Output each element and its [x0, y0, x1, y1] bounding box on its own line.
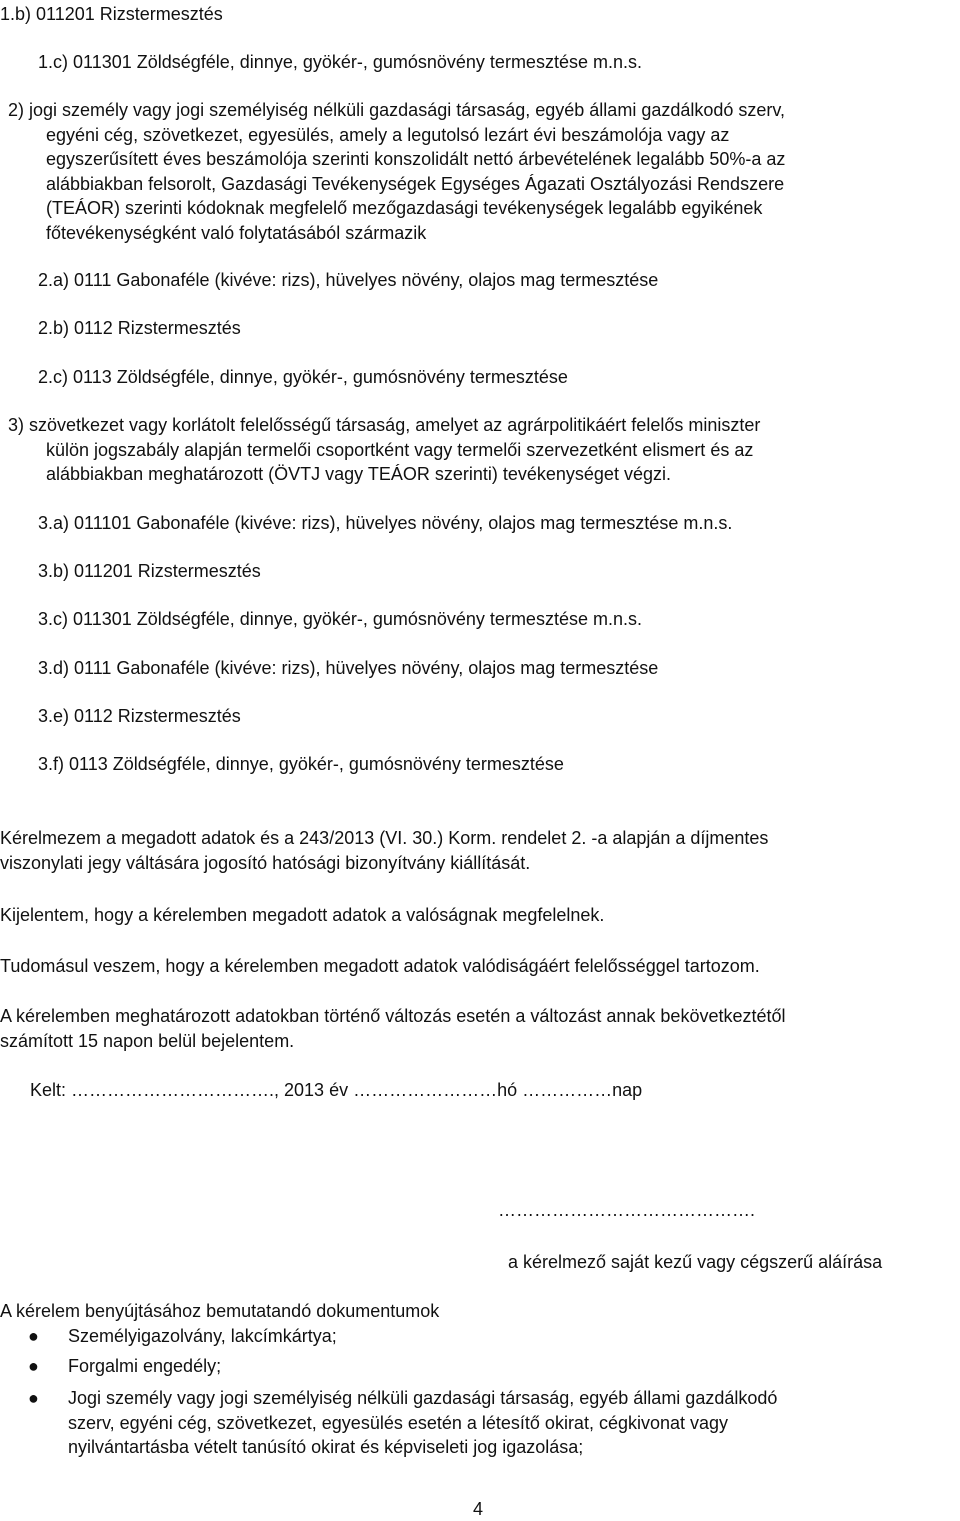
item-3f: 3.f) 0113 Zöldségféle, dinnye, gyökér-, gumósnövény termesztése	[38, 754, 564, 774]
item-2-continuation	[46, 123, 955, 246]
item-2-line: 2) jogi személy vagy jogi személyiség nélküli gazdasági társaság, egyéb állami gazdálkodó szerv,	[8, 100, 786, 120]
item-3-line: alábbiakban meghatározott (ÖVTJ vagy TEÁOR szerinti) tevékenységet végzi.	[46, 464, 671, 484]
item-2-line: alábbiakban felsorolt, Gazdasági Tevékenységek Egységes Ágazati Osztályozási Rendszere	[46, 173, 785, 194]
signature-dots: …………………………………….	[498, 1200, 756, 1220]
item-2-line: egyéni cég, szövetkezet, egyesülés, amely a legutolsó lezárt évi beszámolója vagy az	[46, 124, 730, 145]
item-3-line: külön jogszabály alapján termelői csoportként vagy termelői szervezetként elismert és az	[46, 439, 754, 460]
document-item	[28, 1324, 928, 1349]
request-line: Kérelmezem a megadott adatok és a 243/2013 (VI. 30.) Korm. rendelet 2. -a alapján a díjmentes	[0, 828, 769, 848]
request-paragraph	[0, 826, 955, 875]
item-2-line: egyszerűsített éves beszámolója szerinti konszolidált nettó árbevételének legalább 50%-a az	[46, 149, 786, 169]
change-notice-paragraph	[0, 1004, 955, 1053]
item-1c: 1.c) 011301 Zöldségféle, dinnye, gyökér-, gumósnövény termesztése m.n.s.	[38, 52, 642, 72]
signature-label: a kérelmező saját kezű vagy cégszerű aláírása	[508, 1252, 883, 1272]
item-3-text	[8, 413, 955, 438]
request-line: viszonylati jegy váltására jogosító hatósági bizonyítvány kiállítását.	[0, 852, 531, 873]
item-2-text	[8, 98, 955, 123]
declaration-responsibility: Tudomásul veszem, hogy a kérelemben megadott adatok valódiságáért felelősséggel tartozom.	[0, 956, 760, 976]
bullet-icon: ●	[28, 1326, 39, 1346]
item-1b: 1.b) 011201 Rizstermesztés	[0, 4, 223, 24]
document-item	[28, 1354, 928, 1379]
item-2-line: főtevékenységként való folytatásából származik	[46, 222, 427, 243]
bullet-icon: ●	[28, 1388, 39, 1408]
item-3d: 3.d) 0111 Gabonaféle (kivéve: rizs), hüvelyes növény, olajos mag termesztése	[38, 658, 659, 678]
document-item-text: Forgalmi engedély;	[68, 1356, 222, 1376]
item-2a: 2.a) 0111 Gabonaféle (kivéve: rizs), hüvelyes növény, olajos mag termesztése	[38, 270, 659, 290]
item-3-continuation	[46, 438, 955, 487]
item-3c: 3.c) 011301 Zöldségféle, dinnye, gyökér-, gumósnövény termesztése m.n.s.	[38, 609, 642, 629]
page-number: 4	[473, 1499, 484, 1519]
bullet-icon: ●	[28, 1356, 39, 1376]
item-3b: 3.b) 011201 Rizstermesztés	[38, 561, 261, 581]
declaration-accuracy: Kijelentem, hogy a kérelemben megadott adatok a valóságnak megfelelnek.	[0, 905, 605, 925]
date-line: Kelt: ……………………………., 2013 év ……………………hó ……………nap	[30, 1080, 643, 1100]
change-notice-line: A kérelemben meghatározott adatokban történő változás esetén a változást annak bekövetkeztétől	[0, 1006, 786, 1026]
item-2-line: (TEÁOR) szerinti kódoknak megfelelő mezőgazdasági tevékenységek legalább egyikének	[46, 198, 763, 218]
document-item	[28, 1386, 928, 1461]
change-notice-line: számított 15 napon belül bejelentem.	[0, 1030, 295, 1051]
document-item-text: Személyigazolvány, lakcímkártya;	[68, 1326, 337, 1346]
item-2b: 2.b) 0112 Rizstermesztés	[38, 318, 241, 338]
item-3e: 3.e) 0112 Rizstermesztés	[38, 706, 241, 726]
documents-heading: A kérelem benyújtásához bemutatandó dokumentumok	[0, 1301, 440, 1321]
document-item-text: nyilvántartásba vételt tanúsító okirat és képviseleti jog igazolása;	[68, 1437, 584, 1457]
item-3-line: 3) szövetkezet vagy korlátolt felelősségű társaság, amelyet az agrárpolitikáért felelős miniszter	[8, 415, 761, 435]
document-item-text: Jogi személy vagy jogi személyiség nélküli gazdasági társaság, egyéb állami gazdálkodó	[68, 1388, 778, 1408]
document-item-text: szerv, egyéni cég, szövetkezet, egyesülés esetén a létesítő okirat, cégkivonat vagy	[68, 1412, 729, 1433]
item-2c: 2.c) 0113 Zöldségféle, dinnye, gyökér-, gumósnövény termesztése	[38, 367, 568, 387]
item-3a: 3.a) 011101 Gabonaféle (kivéve: rizs), hüvelyes növény, olajos mag termesztése m.n.s.	[38, 513, 733, 533]
